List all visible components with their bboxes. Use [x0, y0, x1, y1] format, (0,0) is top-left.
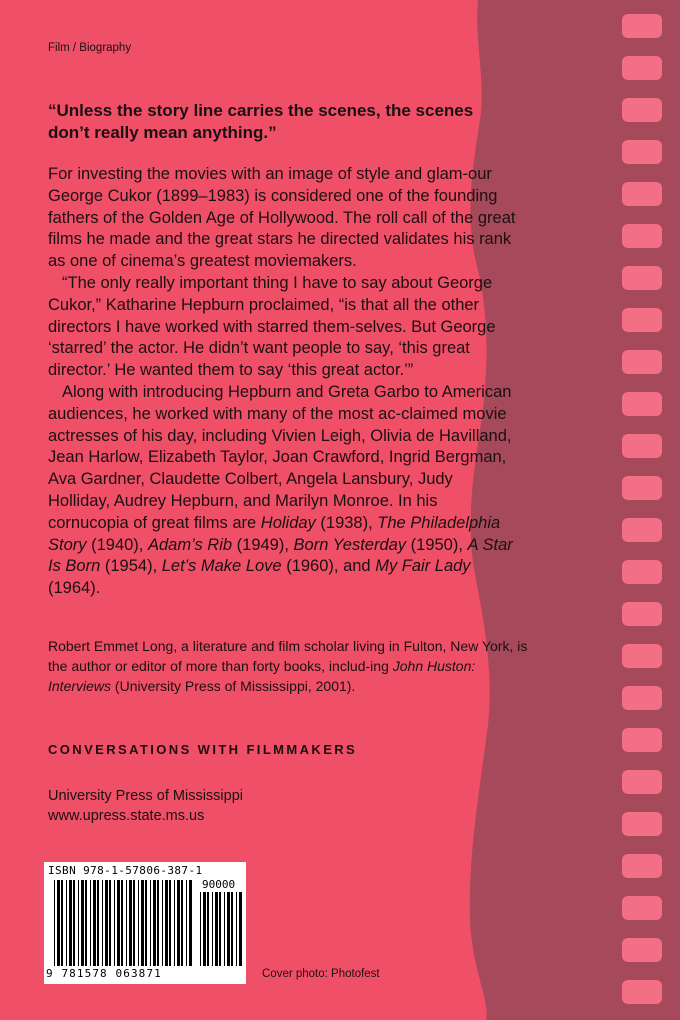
sprocket-hole	[622, 560, 662, 584]
bio-book-detail: (University Press of Mississippi, 2001).	[114, 678, 356, 694]
sprocket-hole	[622, 14, 662, 38]
film-year: (1950),	[410, 535, 463, 554]
price-code: 90000	[202, 878, 236, 891]
publisher-url[interactable]: www.upress.state.ms.us	[48, 808, 205, 824]
paragraph-3-intro: Along with introducing Hepburn and Greta Garbo to American audiences, he worked with many of the most ac-claimed movie actresses of his day, including Vivien Leigh, Olivia de Havilland, Jean Harlow, Elizabeth Taylor, Joan Crawford, Ingrid Bergman, Ava Gardner, Claudette Colbert, Angela Lansbury, Judy Holliday, Audrey Hepburn, and Marilyn Monroe. In his cornucopia of great films are	[48, 382, 512, 532]
film-year: (1938),	[320, 513, 373, 532]
sprocket-hole	[622, 602, 662, 626]
publisher-block	[48, 786, 518, 826]
sprocket-hole	[622, 98, 662, 122]
film-title: Adam’s Rib	[147, 535, 233, 554]
author-bio	[48, 636, 538, 696]
film-year: (1949),	[236, 535, 289, 554]
sprocket-hole	[622, 938, 662, 962]
series-title: CONVERSATIONS WITH FILMMAKERS	[48, 742, 358, 757]
paragraph-1: For investing the movies with an image of style and glam-our George Cukor (1899–1983) is considered one of the founding fathers of the Golden Age of Hollywood. The roll call of the great films he made and the great stars he directed validates his rank as one of cinema’s greatest moviemakers.	[48, 165, 516, 271]
sprocket-hole	[622, 392, 662, 416]
category-label: Film / Biography	[48, 42, 132, 54]
sprocket-hole	[622, 350, 662, 374]
sprocket-hole	[622, 266, 662, 290]
film-title: Holiday	[260, 513, 316, 532]
film-title: Born Yesterday	[293, 535, 407, 554]
barcode	[44, 862, 246, 984]
sprocket-hole	[622, 518, 662, 542]
film-title: A Star Is Born	[48, 535, 513, 576]
film-year: (1940),	[91, 535, 144, 554]
film-year: (1960), and	[286, 557, 371, 576]
film-title: My Fair Lady	[375, 557, 471, 576]
sprocket-hole	[622, 476, 662, 500]
film-year: (1964).	[48, 579, 101, 598]
paragraph-3	[48, 382, 518, 600]
film-title: Let’s Make Love	[161, 557, 282, 576]
sprocket-hole	[622, 140, 662, 164]
pull-quote: “Unless the story line carries the scenes, the scenes don’t really mean anything.”	[48, 101, 474, 142]
sprocket-hole	[622, 854, 662, 878]
sprocket-hole	[622, 434, 662, 458]
sprocket-hole	[622, 980, 662, 1004]
film-year: (1954),	[104, 557, 158, 576]
isbn-number: ISBN 978-1-57806-387-1	[48, 864, 203, 877]
sprocket-hole	[622, 308, 662, 332]
sprocket-hole	[622, 728, 662, 752]
sprocket-hole	[622, 644, 662, 668]
publisher-name: University Press of Mississippi	[48, 788, 243, 804]
film-title: The Philadelphia Story	[48, 513, 501, 554]
sprocket-hole	[622, 812, 662, 836]
photo-credit: Cover photo: Photofest	[262, 968, 380, 980]
sprocket-hole	[622, 770, 662, 794]
sprocket-hole	[622, 686, 662, 710]
sprocket-hole	[622, 224, 662, 248]
bio-text: Robert Emmet Long, a literature and film scholar living in Fulton, New York, is the author or editor of more than forty books, includ-ing	[48, 638, 528, 674]
sprocket-hole	[622, 56, 662, 80]
ean-number: 9 781578 063871	[46, 967, 162, 980]
paragraph-2: “The only really important thing I have to say about George Cukor,” Katharine Hepburn proclaimed, “is that all the other directors I have worked with starred them-selves. But George ‘starred’ the actor. He didn’t want people to say, ‘this great director.’ He wanted them to say ‘this great actor.’”	[48, 273, 496, 380]
sprocket-hole	[622, 896, 662, 920]
sprocket-hole	[622, 182, 662, 206]
description-text	[48, 164, 518, 600]
bio-book-title: John Huston: Interviews	[48, 658, 476, 694]
